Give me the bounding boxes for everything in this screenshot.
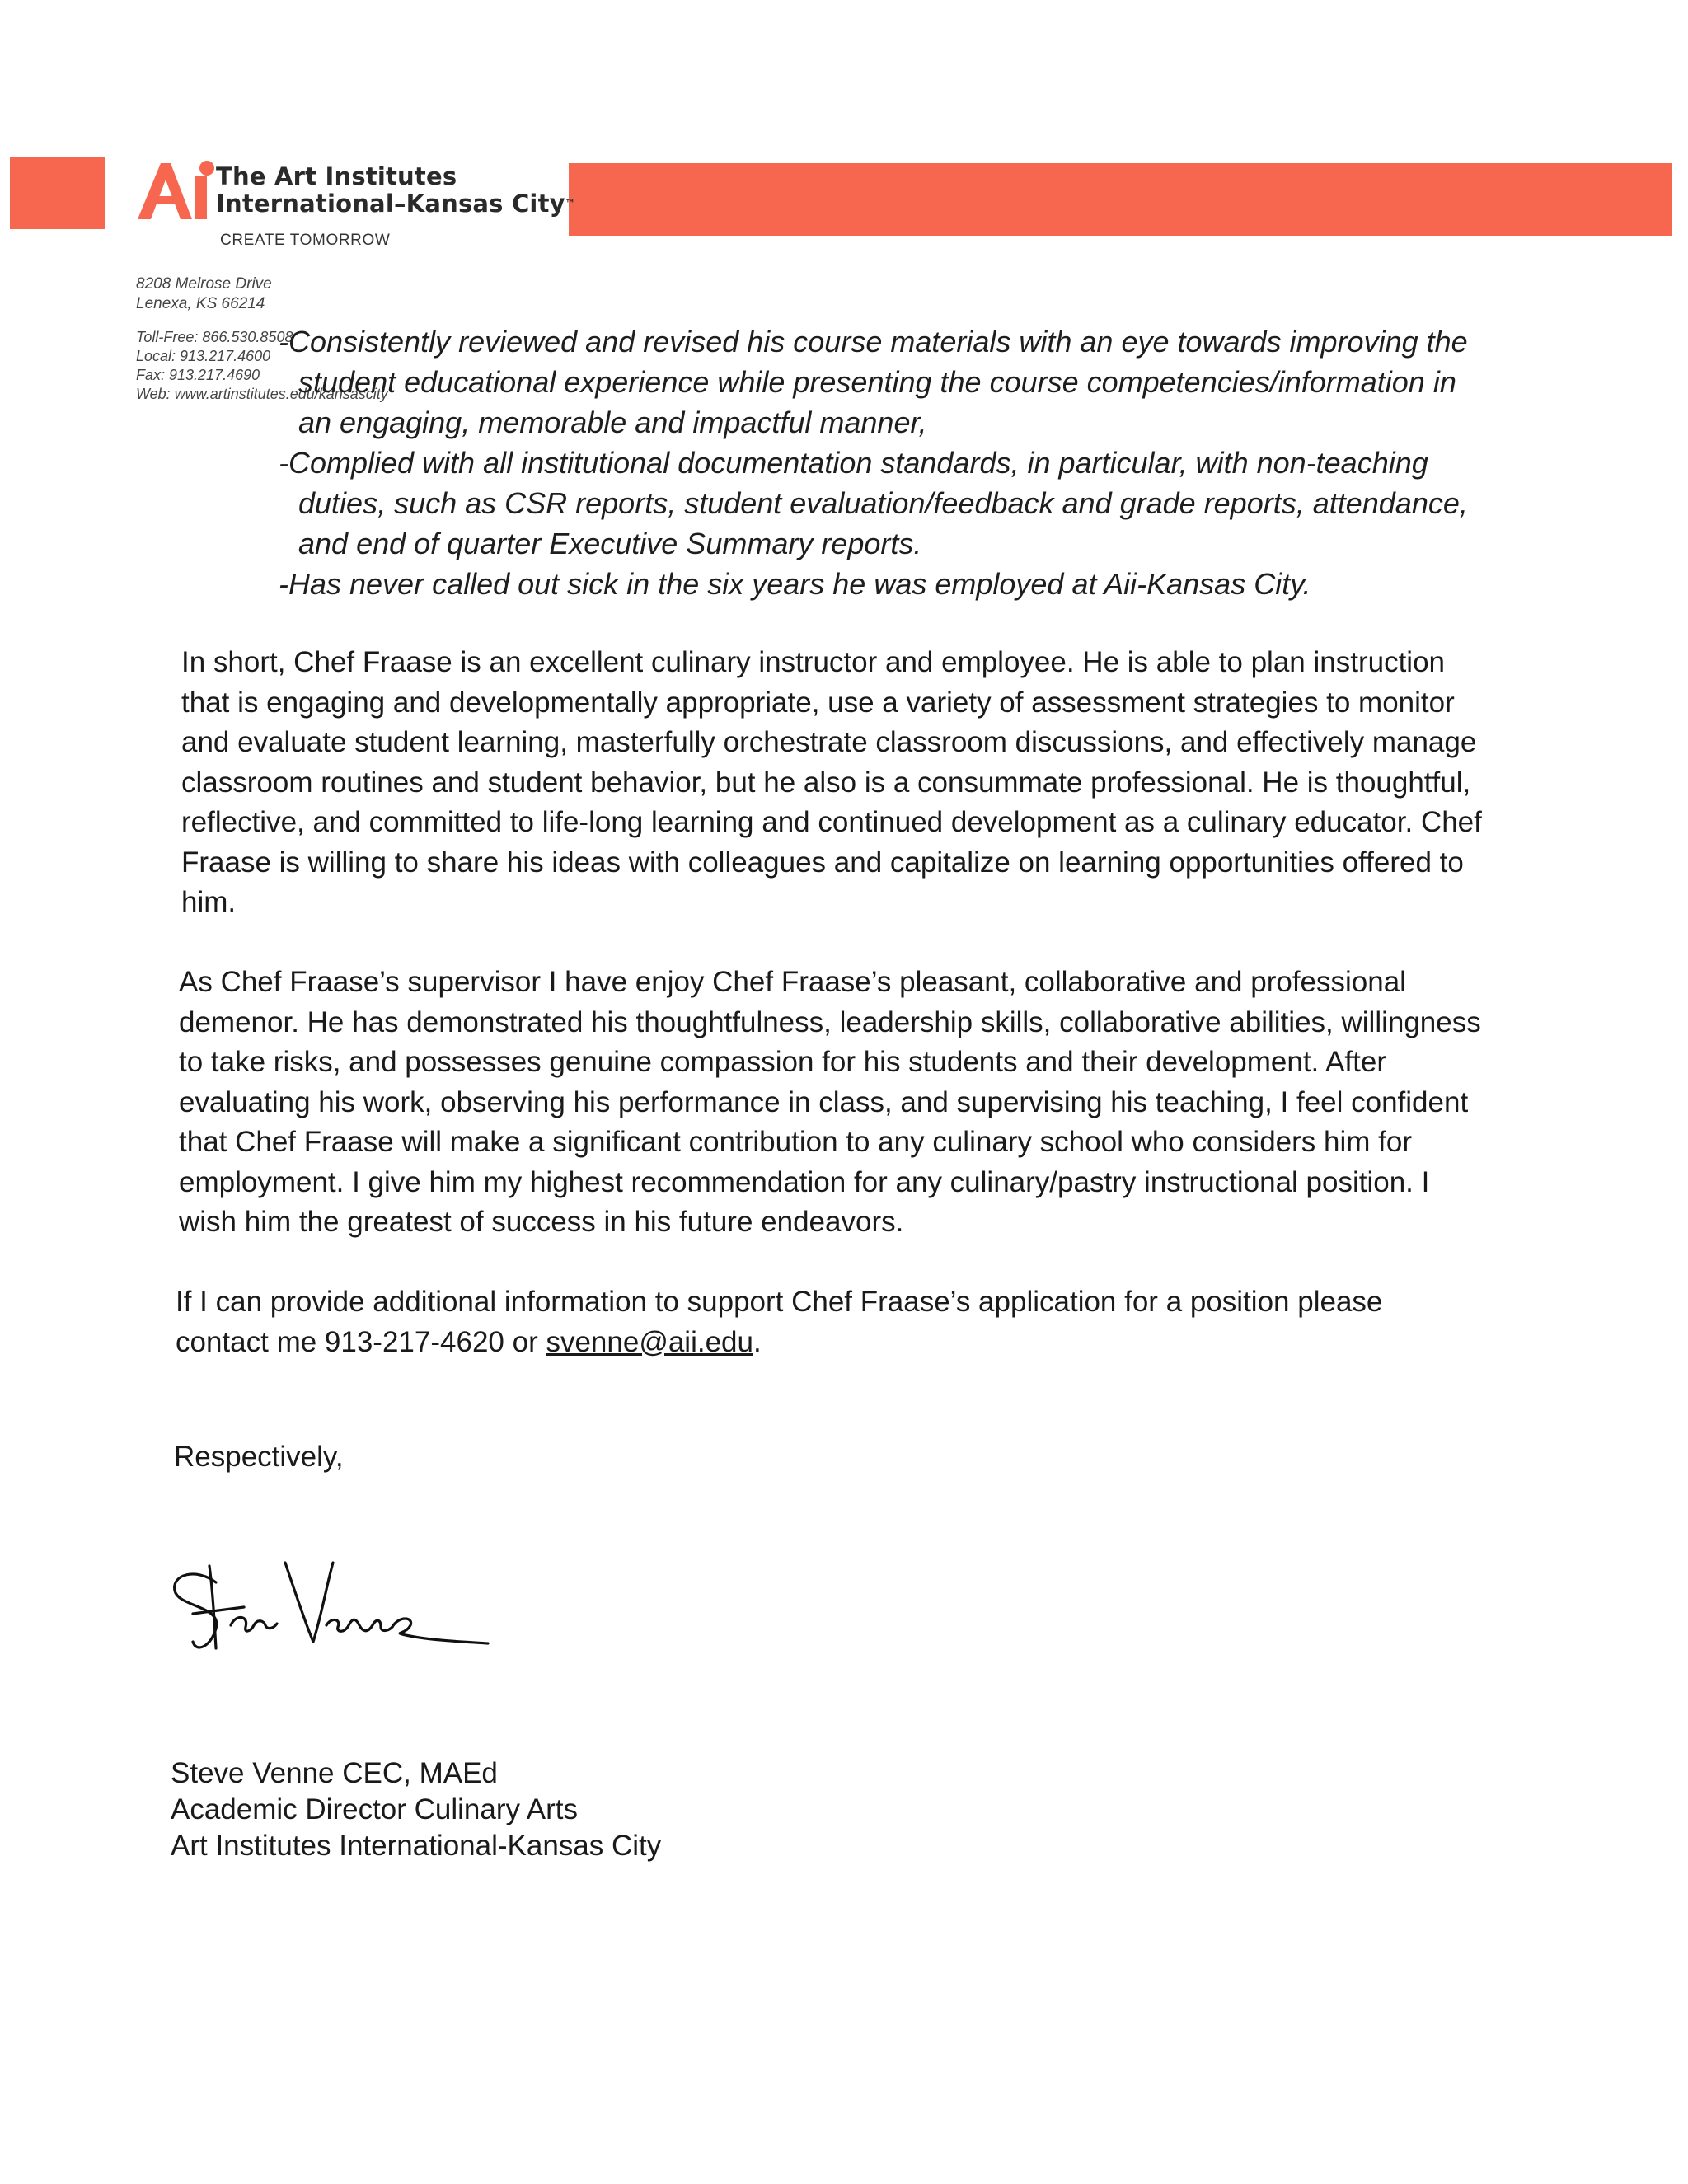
letterhead-address [136, 274, 272, 314]
letterhead-band-left [10, 157, 106, 229]
list-item: -Consistently reviewed and revised his course materials with an eye towards improving the student educational experience while presenting the course competencies/information in an engaging, memorable and impactful manner, [279, 325, 1468, 439]
address-line2: Lenexa, KS 66214 [136, 295, 265, 312]
supervisor-paragraph: As Chef Fraase’s supervisor I have enjoy Chef Fraase’s pleasant, collaborative and professional demenor. He has demonstrated his thoughtfulness, leadership skills, collaborative abilities, willingness to take risks, and possesses genuine compassion for his students and their development. After evaluating his work, observing his performance in class, and supervising his teaching, I feel confident that Chef Fraase will make a significant contribution to any culinary school who considers him for employment. I give him my highest recommendation for any culinary/pastry instructional position. I wish him the greatest of success in his future endeavors. [179, 966, 1481, 1238]
summary-paragraph: In short, Chef Fraase is an excellent culinary instructor and employee. He is able to plan instruction that is engaging and developmentally appropriate, use a variety of assessment strategies to monitor and evaluate student learning, masterfully orchestrate classroom discussions, and effectively manage classroom routines and student behavior, but he also is a consummate professional. He is thoughtful, reflective, and committed to life-long learning and continued development as a culinary educator. Chef Fraase is willing to share his ideas with colleagues and capitalize on learning opportunities offered to him. [181, 646, 1482, 918]
tagline: CREATE TOMORROW [220, 232, 391, 249]
list-item: -Has never called out sick in the six years he was employed at Aii-Kansas City. [279, 567, 1311, 601]
signatory-name: Steve Venne CEC, MAEd [171, 1757, 498, 1789]
signature [165, 1549, 495, 1673]
institution-name-line2: International–Kansas City [216, 190, 565, 218]
trademark-symbol: ™ [565, 198, 575, 209]
letterhead-band-right [569, 163, 1672, 236]
toll-free-number: Toll-Free: 866.530.8508 [136, 329, 293, 345]
closing: Respectively, [174, 1441, 344, 1473]
fax-number: Fax: 913.217.4690 [136, 367, 260, 383]
email-link[interactable]: svenne@aii.edu [546, 1325, 753, 1358]
institution-name-line1: The Art Institutes [216, 162, 457, 190]
signatory-title: Academic Director Culinary Arts [171, 1793, 579, 1825]
ai-logo-icon [136, 158, 217, 221]
local-number: Local: 913.217.4600 [136, 348, 271, 364]
web-address: Web: www.artinstitutes.edu/kansascity [136, 386, 388, 402]
contact-paragraph [176, 1282, 1478, 1362]
list-item: -Complied with all institutional documentation standards, in particular, with non-teaching duties, such as CSR reports, student evaluation/feedback and grade reports, attendance, and end of quarter Executive Summary reports. [279, 446, 1468, 560]
contact-text-end: . [753, 1325, 762, 1358]
address-line1: 8208 Melrose Drive [136, 275, 272, 293]
contact-text: If I can provide additional information to support Chef Fraase’s application for a position please contact me 913-217-4620 or [176, 1286, 1383, 1358]
signatory-organization: Art Institutes International-Kansas City [171, 1830, 662, 1862]
accomplishment-list [279, 321, 1490, 604]
signatory-block [171, 1755, 661, 1864]
institution-name [216, 163, 575, 218]
